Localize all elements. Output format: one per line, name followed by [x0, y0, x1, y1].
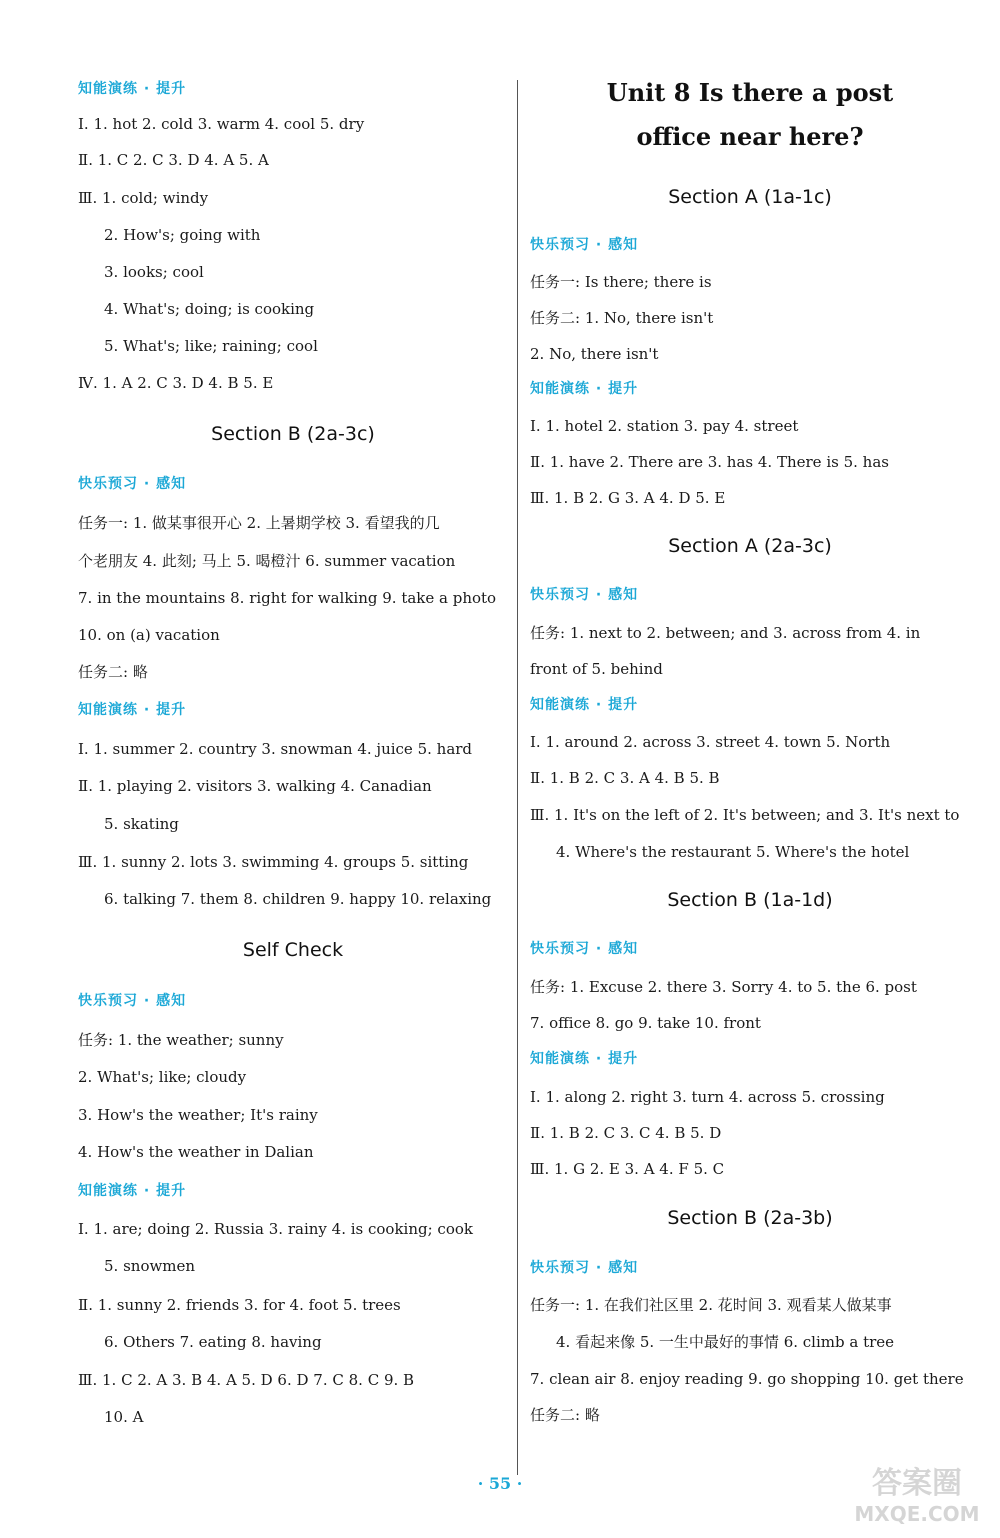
- section-heading: Section A (2a-3c): [668, 535, 832, 557]
- answer-line: Ⅰ. 1. are; doing 2. Russia 3. rainy 4. is cooking; cook: [78, 1220, 473, 1238]
- answer-line: front of 5. behind: [530, 660, 663, 678]
- section-label: 知能演练 · 提升: [78, 81, 187, 97]
- answer-line: 任务二: 略: [530, 1406, 600, 1424]
- answer-line: Ⅳ. 1. A 2. C 3. D 4. B 5. E: [78, 374, 274, 392]
- answer-line: 任务一: Is there; there is: [530, 273, 712, 291]
- section-label: 快乐预习 · 感知: [78, 476, 187, 492]
- answer-line: 任务: 1. the weather; sunny: [78, 1031, 284, 1049]
- answer-line: 任务二: 1. No, there isn't: [530, 309, 714, 327]
- answer-line: 3. looks; cool: [104, 263, 204, 281]
- answer-line: Ⅰ. 1. hot 2. cold 3. warm 4. cool 5. dry: [78, 115, 365, 133]
- watermark-url: MXQE.COM: [854, 1502, 980, 1526]
- answer-line: 4. What's; doing; is cooking: [104, 300, 315, 318]
- answer-line: 10. A: [104, 1408, 144, 1426]
- answer-line: Ⅱ. 1. B 2. C 3. C 4. B 5. D: [530, 1124, 722, 1142]
- answer-line: Ⅰ. 1. hotel 2. station 3. pay 4. street: [530, 417, 799, 435]
- page-number: · 55 ·: [477, 1474, 523, 1493]
- section-label: 知能演练 · 提升: [530, 381, 639, 397]
- answer-line: 6. Others 7. eating 8. having: [104, 1333, 322, 1351]
- answer-line: 5. What's; like; raining; cool: [104, 337, 318, 355]
- section-label: 快乐预习 · 感知: [530, 1260, 639, 1276]
- section-label: 知能演练 · 提升: [78, 702, 187, 718]
- answer-line: Ⅲ. 1. cold; windy: [78, 189, 209, 207]
- answer-line: Ⅲ. 1. B 2. G 3. A 4. D 5. E: [530, 489, 726, 507]
- answer-line: 任务一: 1. 在我们社区里 2. 花时间 3. 观看某人做某事: [530, 1296, 892, 1314]
- answer-line: 5. snowmen: [104, 1257, 196, 1275]
- answer-line: Ⅱ. 1. B 2. C 3. A 4. B 5. B: [530, 769, 720, 787]
- section-label: 快乐预习 · 感知: [530, 237, 639, 253]
- answer-line: Ⅲ. 1. It's on the left of 2. It's between; and 3. It's next to: [530, 806, 960, 824]
- section-label: 知能演练 · 提升: [78, 1183, 187, 1199]
- answer-line: 7. clean air 8. enjoy reading 9. go shopping 10. get there: [530, 1370, 964, 1388]
- answer-line: 任务: 1. next to 2. between; and 3. across from 4. in: [530, 624, 921, 642]
- answer-line: 5. skating: [104, 815, 179, 833]
- watermark: [842, 1455, 992, 1530]
- column-divider: [517, 80, 518, 1475]
- answer-line: Ⅱ. 1. have 2. There are 3. has 4. There is 5. has: [530, 453, 889, 471]
- answer-line: Ⅰ. 1. along 2. right 3. turn 4. across 5. crossing: [530, 1088, 885, 1106]
- answer-line: 7. office 8. go 9. take 10. front: [530, 1014, 761, 1032]
- section-heading: Section B (2a-3c): [211, 423, 375, 445]
- answer-line: 个老朋友 4. 此刻; 马上 5. 喝橙汁 6. summer vacation: [78, 552, 456, 570]
- answer-line: 2. What's; like; cloudy: [78, 1068, 247, 1086]
- answer-line: Ⅲ. 1. C 2. A 3. B 4. A 5. D 6. D 7. C 8. C 9. B: [78, 1371, 415, 1389]
- answer-line: Ⅲ. 1. G 2. E 3. A 4. F 5. C: [530, 1160, 725, 1178]
- answer-line: 6. talking 7. them 8. children 9. happy 10. relaxing: [104, 890, 492, 908]
- section-label: 快乐预习 · 感知: [530, 941, 639, 957]
- watermark-logo: 答案圈: [872, 1466, 962, 1501]
- answer-line: Ⅰ. 1. summer 2. country 3. snowman 4. juice 5. hard: [78, 740, 473, 758]
- unit-title: Unit 8 Is there a post: [606, 78, 894, 107]
- answer-line: 4. How's the weather in Dalian: [78, 1143, 314, 1161]
- section-heading: Section A (1a-1c): [668, 186, 832, 208]
- answer-line: 任务: 1. Excuse 2. there 3. Sorry 4. to 5. the 6. post: [530, 978, 917, 996]
- answer-line: 4. 看起来像 5. 一生中最好的事情 6. climb a tree: [556, 1333, 895, 1351]
- answer-line: 2. How's; going with: [104, 226, 261, 244]
- answer-line: Ⅱ. 1. playing 2. visitors 3. walking 4. Canadian: [78, 777, 432, 795]
- answer-line: 4. Where's the restaurant 5. Where's the hotel: [556, 843, 910, 861]
- unit-title: office near here?: [636, 122, 864, 151]
- answer-line: 任务一: 1. 做某事很开心 2. 上暑期学校 3. 看望我的几: [78, 514, 440, 532]
- section-label: 知能演练 · 提升: [530, 697, 639, 713]
- answer-line: Ⅰ. 1. around 2. across 3. street 4. town 5. North: [530, 733, 891, 751]
- answer-line: 7. in the mountains 8. right for walking 9. take a photo: [78, 589, 497, 607]
- section-label: 快乐预习 · 感知: [78, 993, 187, 1009]
- answer-line: Ⅱ. 1. sunny 2. friends 3. for 4. foot 5. trees: [78, 1296, 401, 1314]
- answer-line: Ⅱ. 1. C 2. C 3. D 4. A 5. A: [78, 151, 269, 169]
- section-heading: Section B (1a-1d): [667, 889, 833, 911]
- section-heading: Section B (2a-3b): [667, 1207, 833, 1229]
- answer-line: 2. No, there isn't: [530, 345, 659, 363]
- section-heading: Self Check: [242, 939, 344, 961]
- section-label: 快乐预习 · 感知: [530, 587, 639, 603]
- answer-line: Ⅲ. 1. sunny 2. lots 3. swimming 4. groups 5. sitting: [78, 853, 469, 871]
- answer-line: 3. How's the weather; It's rainy: [78, 1106, 318, 1124]
- section-label: 知能演练 · 提升: [530, 1051, 639, 1067]
- answer-line: 任务二: 略: [78, 663, 148, 681]
- answer-line: 10. on (a) vacation: [78, 626, 220, 644]
